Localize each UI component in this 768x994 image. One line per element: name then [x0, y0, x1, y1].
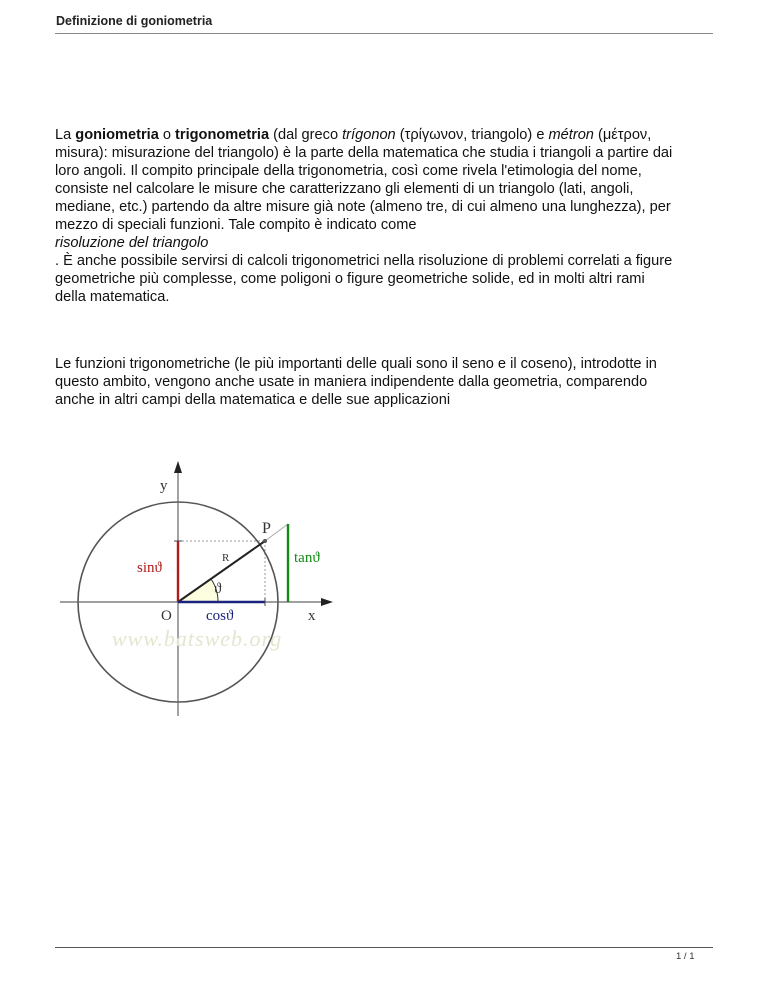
page-number: 1 / 1	[676, 951, 695, 962]
radius-segment	[178, 541, 265, 602]
text-run: misura): misurazione del triangolo) è la parte della matematica che studia i triangoli a partire dai	[55, 145, 673, 161]
text-line	[55, 216, 723, 234]
text-line	[55, 126, 723, 144]
footer-divider	[55, 947, 713, 948]
text-run: . È anche possibile servirsi di calcoli trigonometrici nella risoluzione di problemi correlati a figure	[55, 253, 673, 269]
tan-label: tanϑ	[294, 550, 320, 566]
point-label: P	[262, 520, 271, 537]
unit-circle-diagram	[55, 455, 355, 725]
x-axis-label: x	[308, 608, 316, 624]
text-run: o	[158, 127, 176, 143]
text-run: (μέτρον,	[593, 127, 652, 143]
text-run: loro angoli. Il compito principale della trigonometria, così come rivela l'etimologia del nome,	[55, 163, 642, 179]
text-line	[55, 270, 723, 288]
text-run: consiste nel calcolare le misure che caratterizzano gli elementi di un triangolo (lati, angoli,	[55, 181, 634, 197]
origin-label: O	[161, 608, 172, 624]
x-axis-arrow-icon	[321, 598, 333, 606]
angle-label: ϑ	[214, 581, 222, 597]
italic-term: risoluzione del triangolo	[55, 235, 209, 251]
text-run: della matematica.	[55, 289, 170, 305]
paragraph-functions	[55, 355, 723, 409]
sin-label: sinϑ	[137, 560, 162, 576]
text-line: questo ambito, vengono anche usate in maniera indipendente dalla geometria, comparendo	[55, 374, 648, 390]
point-p	[263, 539, 267, 543]
text-run: mezzo di speciali funzioni. Tale compito è indicato come	[55, 217, 417, 233]
text-line: Le funzioni trigonometriche (le più importanti delle quali sono il seno e il coseno), introdotte in	[55, 356, 657, 372]
text-line	[55, 252, 723, 270]
cos-label: cosϑ	[206, 608, 234, 624]
text-run: geometriche più complesse, come poligoni o figure geometriche solide, ed in molti altri rami	[55, 271, 645, 287]
text-line	[55, 144, 723, 162]
document-header-title: Definizione di goniometria	[56, 14, 213, 28]
header-divider	[55, 33, 713, 34]
paragraph-definition	[55, 126, 723, 306]
text-line: anche in altri campi della matematica e delle sue applicazioni	[55, 392, 451, 408]
text-run: La	[55, 127, 76, 143]
bold-term: goniometria	[75, 127, 159, 143]
italic-term: trígonon	[342, 127, 396, 143]
text-line	[55, 198, 723, 216]
y-axis-arrow-icon	[174, 461, 182, 473]
text-line	[55, 162, 723, 180]
text-line	[55, 234, 723, 252]
text-run: mediane, etc.) partendo da altre misure già note (almeno tre, di cui almeno una lunghezza), per	[55, 199, 671, 215]
y-axis-label: y	[160, 478, 168, 494]
text-run: (dal greco	[269, 127, 343, 143]
italic-term: métron	[548, 127, 594, 143]
bold-term: trigonometria	[175, 127, 270, 143]
radius-label: R	[222, 552, 230, 564]
text-run: (τρίγωνον, triangolo) e	[395, 127, 549, 143]
text-line	[55, 180, 723, 198]
watermark-text: www.batsweb.org	[112, 626, 283, 651]
text-line	[55, 288, 723, 306]
